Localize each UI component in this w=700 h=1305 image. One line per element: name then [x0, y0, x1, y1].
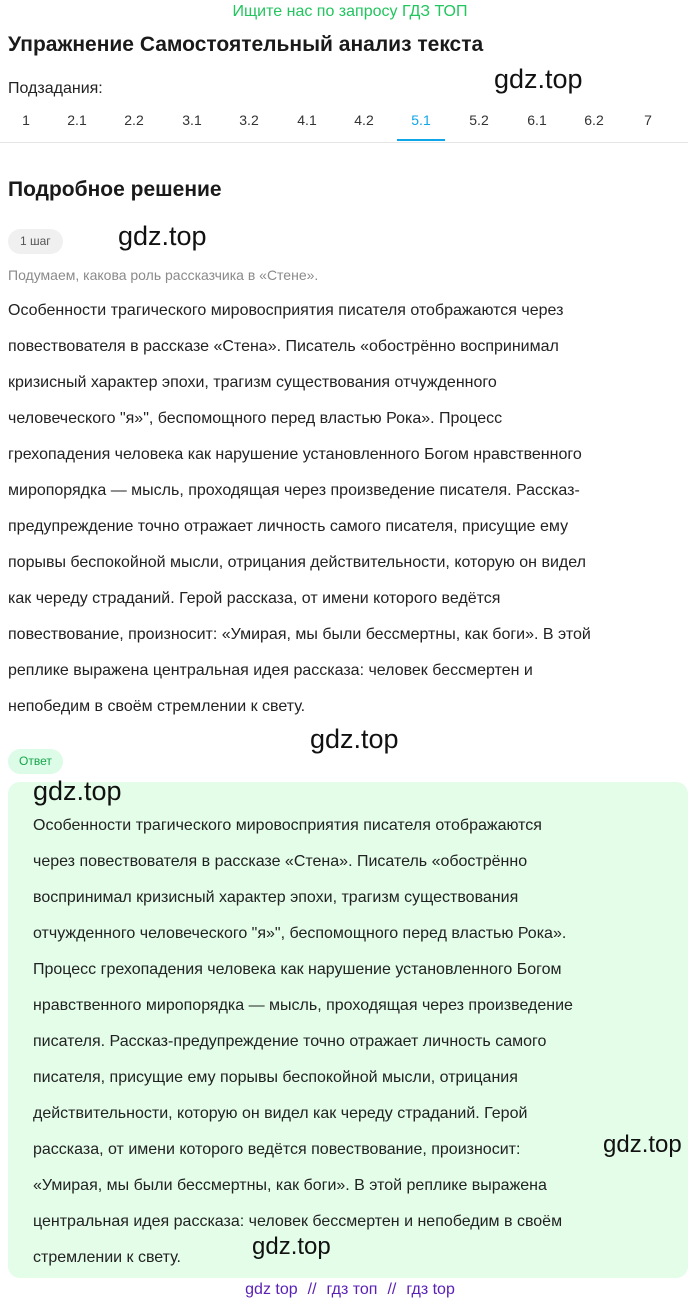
answer-line: писателя, присущие ему порывы беспокойной мысли, отрицания — [33, 1069, 518, 1086]
subtask-tab[interactable]: 6.2 — [584, 112, 604, 128]
footer-links — [0, 1280, 700, 1300]
answer-line: центральная идея рассказа: человек бессмертен и непобедим в своём — [33, 1213, 563, 1230]
step-hint: Подумаем, какова роль рассказчика в «Стене». — [8, 267, 319, 283]
solution-line: грехопадения человека как нарушение установленного Богом нравственного — [8, 446, 582, 463]
answer-line: нравственного миропорядка — мысль, проходящая через произведение — [33, 997, 573, 1014]
subtask-tab[interactable]: 4.1 — [297, 112, 317, 128]
footer-link[interactable]: gdz top — [245, 1281, 298, 1298]
answer-text — [33, 808, 663, 1276]
answer-line: через повествователя в рассказе «Стена». Писатель «обострённо — [33, 853, 528, 870]
solution-line: как череду страданий. Герой рассказа, от имени которого ведётся — [8, 590, 501, 607]
solution-line: повествователя в рассказе «Стена». Писатель «обострённо воспринимал — [8, 338, 559, 355]
subtask-tab[interactable]: 2.2 — [124, 112, 144, 128]
subtasks-label: Подзадания: — [8, 80, 103, 97]
watermark: gdz.top — [494, 64, 583, 94]
solution-line: Особенности трагического мировосприятия писателя отображаются через — [8, 302, 564, 319]
footer-link[interactable]: гдз top — [406, 1281, 455, 1298]
solution-heading: Подробное решение — [8, 178, 222, 201]
subtask-tab[interactable]: 4.2 — [354, 112, 374, 128]
answer-line: Процесс грехопадения человека как нарушение установленного Богом — [33, 961, 562, 978]
answer-line: Особенности трагического мировосприятия писателя отображаются — [33, 817, 542, 834]
solution-line: кризисный характер эпохи, трагизм существования отчужденного — [8, 374, 497, 391]
subtask-tab[interactable]: 7 — [644, 112, 652, 128]
answer-line: писателя. Рассказ-предупреждение точно отражает личность самого — [33, 1033, 547, 1050]
step-badge: 1 шаг — [8, 229, 63, 254]
subtask-tab[interactable]: 3.2 — [239, 112, 259, 128]
footer-separator: // — [387, 1281, 397, 1298]
solution-line: предупреждение точно отражает личность самого писателя, присущие ему — [8, 518, 569, 535]
solution-line: непобедим в своём стремлении к свету. — [8, 698, 306, 715]
watermark: gdz.top — [252, 1233, 331, 1260]
solution-line: человеческого "я»", беспомощного перед властью Рока». Процесс — [8, 410, 503, 427]
solution-line: миропорядка — мысль, проходящая через произведение писателя. Рассказ- — [8, 482, 580, 499]
answer-line: рассказа, от имени которого ведётся повествование, произносит: — [33, 1141, 521, 1158]
subtask-tab[interactable]: 2.1 — [67, 112, 87, 128]
watermark: gdz.top — [33, 776, 122, 806]
solution-text — [8, 293, 692, 725]
answer-line: стремлении к свету. — [33, 1249, 181, 1266]
subtask-tabs — [0, 108, 688, 143]
footer-link[interactable]: гдз топ — [326, 1281, 378, 1298]
footer-separator: // — [307, 1281, 317, 1298]
solution-line: повествование, произносит: «Умирая, мы были бессмертны, как боги». В этой — [8, 626, 591, 643]
subtask-tab[interactable]: 3.1 — [182, 112, 202, 128]
answer-badge: Ответ — [8, 749, 63, 774]
watermark: gdz.top — [118, 221, 207, 251]
watermark: gdz.top — [310, 724, 399, 754]
answer-line: отчужденного человеческого "я»", беспомощного перед властью Рока». — [33, 925, 567, 942]
watermark: gdz.top — [603, 1131, 682, 1158]
subtask-tab[interactable]: 1 — [22, 112, 30, 128]
answer-line: «Умирая, мы были бессмертны, как боги». В этой реплике выражена — [33, 1177, 547, 1194]
solution-line: реплике выражена центральная идея рассказа: человек бессмертен и — [8, 662, 533, 679]
subtask-tab[interactable]: 6.1 — [527, 112, 547, 128]
top-banner: Ищите нас по запросу ГДЗ ТОП — [232, 3, 468, 20]
solution-line: порывы беспокойной мысли, отрицания действительности, которую он видел — [8, 554, 586, 571]
subtask-tab[interactable]: 5.2 — [469, 112, 489, 128]
answer-line: воспринимал кризисный характер эпохи, трагизм существования — [33, 889, 519, 906]
page-title: Упражнение Самостоятельный анализ текста — [8, 33, 484, 56]
subtask-tab[interactable]: 5.1 — [397, 108, 445, 140]
answer-line: действительности, которую он видел как череду страданий. Герой — [33, 1105, 528, 1122]
